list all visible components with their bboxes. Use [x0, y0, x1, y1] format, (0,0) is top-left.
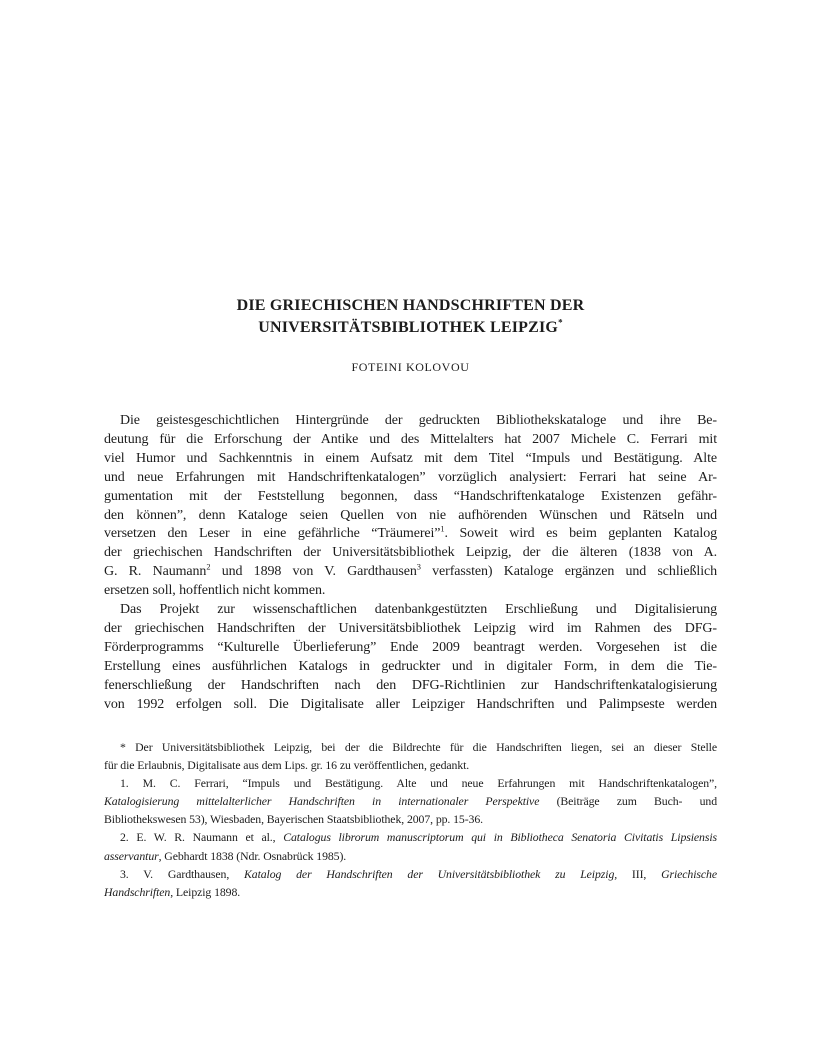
body-line: [104, 639, 717, 658]
text-segment: und neue Erfahrungen mit Handschriftenkatalogen” vorzüglich analysiert: Ferrari hat seine Ar-: [104, 469, 717, 485]
text-segment: und 1898 von V. Gardthausen: [210, 564, 417, 580]
body-line: [104, 450, 717, 469]
footnote-ref: 1: [440, 524, 445, 534]
body-line: [104, 507, 717, 526]
title-line-2: UNIVERSITÄTSBIBLIOTHEK LEIPZIG: [258, 319, 559, 336]
body-line: [104, 431, 717, 450]
footnotes-block: [104, 738, 717, 901]
text-segment: Erstellung eines ausführlichen Katalogs in gedruckter und in digitaler Form, in dem die Tie-: [104, 658, 717, 674]
text-segment: verfassten) Kataloge ergänzen und schließlich: [420, 564, 718, 580]
footnote: [104, 865, 717, 901]
text-segment: gumentation mit der Feststellung begonnen, dass “Handschriftenkataloge Existenzen gefähr-: [104, 488, 717, 504]
text-segment: 3. V. Gardthausen,: [120, 866, 244, 881]
footnote-line: [104, 792, 717, 810]
paragraph: [104, 601, 717, 714]
text-segment: der griechischen Handschriften der Universitätsbibliothek Leipzig wird im Rahmen des DFG-: [104, 620, 717, 636]
body-line: [104, 601, 717, 620]
body-line: [104, 544, 717, 563]
text-segment: * Der Universitätsbibliothek Leipzig, bei der die Bildrechte für die Handschriften liegen, sei an dieser Stelle: [120, 740, 717, 754]
footnote-line: [104, 738, 717, 756]
body-line: [104, 488, 717, 507]
title-block: [104, 295, 717, 375]
author-name: FOTEINI KOLOVOU: [351, 360, 470, 374]
body-line: [104, 677, 717, 696]
text-segment: der griechischen Handschriften der Universitätsbibliothek Leipzig, der die älteren (1838 von A.: [104, 545, 717, 561]
italic-text: Katalog der Handschriften der Universitätsbibliothek zu Leipzig,: [244, 866, 618, 881]
text-segment: III,: [617, 866, 662, 881]
italic-text: Handschriften: [104, 884, 171, 899]
text-segment: 2. E. W. R. Naumann et al.,: [120, 830, 284, 845]
text-segment: viel Humor und Sachkenntnis in einem Aufsatz mit dem Titel “Impuls und Bestätigung. Alte: [104, 450, 717, 466]
text-segment: G. R. Naumann: [104, 564, 207, 580]
body-line: [104, 696, 717, 715]
footnote-line: [104, 828, 717, 846]
title-footnote-mark: *: [558, 317, 563, 328]
text-segment: . Soweit wird es beim geplanten Katalog: [444, 526, 717, 542]
text-segment: Die geistesgeschichtlichen Hintergründe der gedruckten Bibliothekskataloge und ihre Be-: [120, 413, 717, 428]
footnote-ref: 3: [416, 562, 421, 572]
footnote: [104, 774, 717, 828]
footnote-ref: 2: [206, 562, 211, 572]
text-segment: , Leipzig 1898.: [170, 884, 241, 899]
text-segment: deutung für die Erforschung der Antike und des Mittelalters hat 2007 Michele C. Ferrari mit: [104, 431, 717, 447]
footnote-line: [104, 756, 717, 774]
italic-text: Griechische: [661, 866, 717, 881]
text-segment: versetzen den Leser in eine gefährliche “Träumerei”: [104, 526, 441, 542]
footnote-line: [104, 847, 717, 865]
body-line: [104, 469, 717, 488]
text-segment: von 1992 erfolgen soll. Die Digitalisate aller Leipziger Handschriften und Palimpseste werden: [104, 696, 717, 712]
text-segment: ersetzen soll, hoffentlich nicht kommen.: [104, 583, 326, 599]
title-line-1: DIE GRIECHISCHEN HANDSCHRIFTEN DER: [236, 297, 585, 314]
footnote: [104, 738, 717, 774]
text-segment: fenerschließung der Handschriften nach den DFG-Richtlinien zur Handschriftenkatalogisierung: [104, 677, 717, 693]
italic-text: asservantur: [104, 848, 159, 863]
body-line: [104, 412, 717, 431]
footnote-line: [104, 883, 717, 901]
text-segment: Bibliothekswesen 53), Wiesbaden, Bayerischen Staatsbibliothek, 2007, pp. 15-36.: [104, 812, 484, 827]
footnote-line: [104, 810, 717, 828]
text-segment: den können”, denn Kataloge seien Quellen von nie aufhörenden Wünschen und Rätseln und: [104, 507, 717, 523]
text-segment: , Gebhardt 1838 (Ndr. Osnabrück 1985).: [158, 848, 347, 863]
text-segment: für die Erlaubnis, Digitalisate aus dem Lips. gr. 16 zu veröffentlichen, gedankt.: [104, 758, 470, 773]
body-line: [104, 563, 717, 582]
text-segment: 1. M. C. Ferrari, “Impuls und Bestätigung. Alte und neue Erfahrungen mit Handschriftenkatalogen”,: [120, 776, 717, 791]
footnote-line: [104, 865, 717, 883]
text-segment: (Beiträge zum Buch- und: [539, 794, 717, 809]
article-body: [104, 412, 717, 715]
body-line: [104, 620, 717, 639]
italic-text: Catalogus librorum manuscriptorum qui in Bibliotheca Senatoria Civitatis Lipsiensis: [283, 830, 717, 845]
body-line: [104, 658, 717, 677]
text-segment: Förderprogramms “Kulturelle Überlieferung” Ende 2009 beantragt werden. Vorgesehen ist die: [104, 639, 717, 655]
footnote: [104, 828, 717, 864]
body-line: [104, 582, 717, 601]
italic-text: Katalogisierung mittelalterlicher Handschriften in internationaler Perspektive: [104, 794, 540, 809]
footnote-line: [104, 774, 717, 792]
body-line: [104, 525, 717, 544]
paragraph: [104, 412, 717, 601]
page-title: [104, 295, 717, 339]
text-segment: Das Projekt zur wissenschaftlichen datenbankgestützten Erschließung und Digitalisierung: [120, 602, 717, 618]
